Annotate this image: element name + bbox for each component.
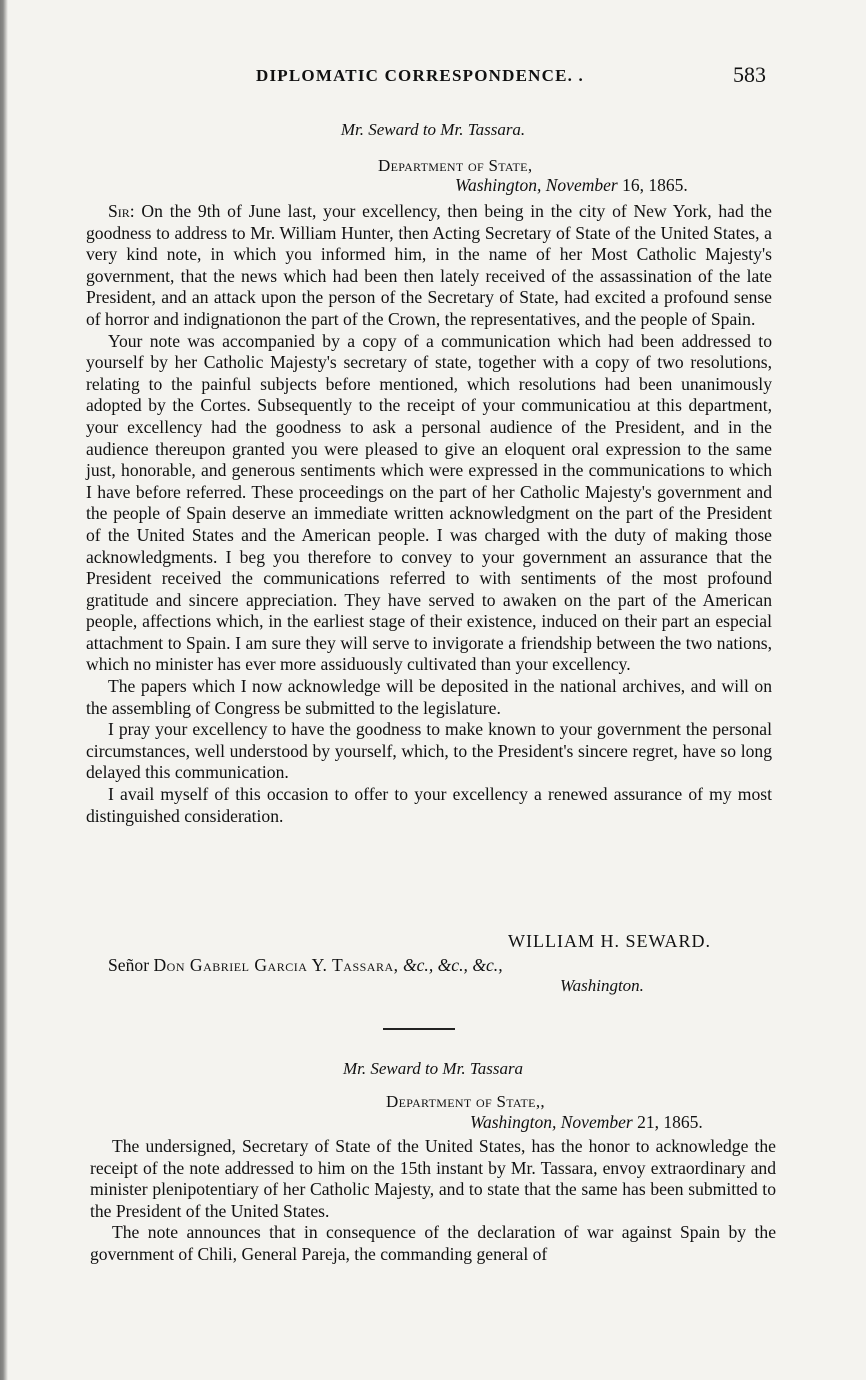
scan-edge (0, 0, 8, 1380)
letter1-dateline (455, 175, 688, 196)
letter1-department (378, 156, 532, 176)
paragraph: Your note was accompanied by a copy of a communication which had been addressed to yourself by her Catholic Majesty's secretary of state, together with a copy of two resolutions, relating to the painful subjects before mentioned, which resolutions had been unanimously adopted by the Cortes. Subsequently to the receipt of your communicatiou at this department, your excellency had the goodness to ask a personal audience of the President, and in the audience thereupon granted you were pleased to give an eloquent oral expression to the same just, honorable, and generous sentiments which were expressed in the communications to which I have before referred. These proceedings on the part of her Catholic Majesty's government and the people of Spain deserve an immediate written acknowledgment on the part of the President of the United States and the American people. I was charged with the duty of making those acknowledgments. I beg you therefore to convey to your government an assurance that the President received the communications referred to with sentiments of the most profound gratitude and sincere appreciation. They have served to awaken on the part of the American people, affections which, in the earliest stage of their existence, induced on their part an especial attachment to Spain. I am sure they will serve to invigorate a friendship between the two nations, which no minister has ever more assiduously cultivated than your excellency. (86, 330, 772, 675)
salutation: Sir (108, 201, 130, 221)
paragraph: I avail myself of this occasion to offer to your excellency a renewed assurance of my most distinguished consideration. (86, 784, 772, 826)
addressee-city: Washington. (560, 976, 644, 995)
letter1-body (86, 201, 772, 827)
letter2-department (386, 1092, 545, 1112)
addressee (108, 955, 503, 976)
letter2-dateline (470, 1112, 703, 1133)
paragraph-text: : On the 9th of June last, your excellency, then being in the city of New York, had the goodness to address to Mr. William Hunter, then Acting Secretary of State of the United States, a very kind note, in which you informed him, in the name of her Most Catholic Majesty's government, that the news which had been then lately received of the assassination of the late President, and an attack upon the person of the Secretary of State, had excited a profound sense of horror and indignationon the part of the Crown, the representatives, and the people of Spain. (86, 201, 772, 329)
addressee-etc: &c., &c., &c., (402, 955, 503, 975)
paragraph: The note announces that in consequence of the declaration of war against Spain by the government of Chili, General Pareja, the commanding general of (90, 1222, 776, 1264)
letter2-department-text: Department of State,, (386, 1092, 545, 1111)
addressee-prefix: Señor (108, 955, 150, 975)
letter1-date-place: Washington, November (455, 175, 618, 195)
letter2-date-day: 21, 1865. (632, 1112, 703, 1132)
paragraph: I pray your excellency to have the goodness to make known to your government the personal circumstances, well understood by yourself, which, to the President's sincere regret, have so long delayed this communication. (86, 719, 772, 783)
letter1-department-text: Department of State, (378, 156, 533, 175)
addressee-name: Don Gabriel Garcia Y. Tassara, (153, 955, 399, 975)
page-number: 583 (733, 62, 766, 87)
page-header (256, 62, 766, 92)
letter1-title: Mr. Seward to Mr. Tassara. (340, 120, 526, 139)
paragraph (86, 201, 772, 331)
letter2-date-place: Washington, November (470, 1112, 633, 1132)
signature: WILLIAM H. SEWARD. (508, 931, 711, 951)
letter2-body (90, 1136, 776, 1266)
paragraph: The undersigned, Secretary of State of the United States, has the honor to acknowledge the receipt of the note addressed to him on the 15th instant by Mr. Tassara, envoy extraordinary and minister plenipotentiary of her Catholic Majesty, and to state that the same has been submitted to the President of the United States. (90, 1136, 776, 1221)
letter2-title: Mr. Seward to Mr. Tassara (342, 1059, 524, 1078)
letter1-date-day: 16, 1865. (617, 175, 688, 195)
section-divider (383, 1028, 455, 1030)
paragraph: The papers which I now acknowledge will be deposited in the national archives, and will on the assembling of Congress be submitted to the legislature. (86, 676, 772, 718)
running-head: DIPLOMATIC CORRESPONDENCE. . (256, 66, 584, 85)
